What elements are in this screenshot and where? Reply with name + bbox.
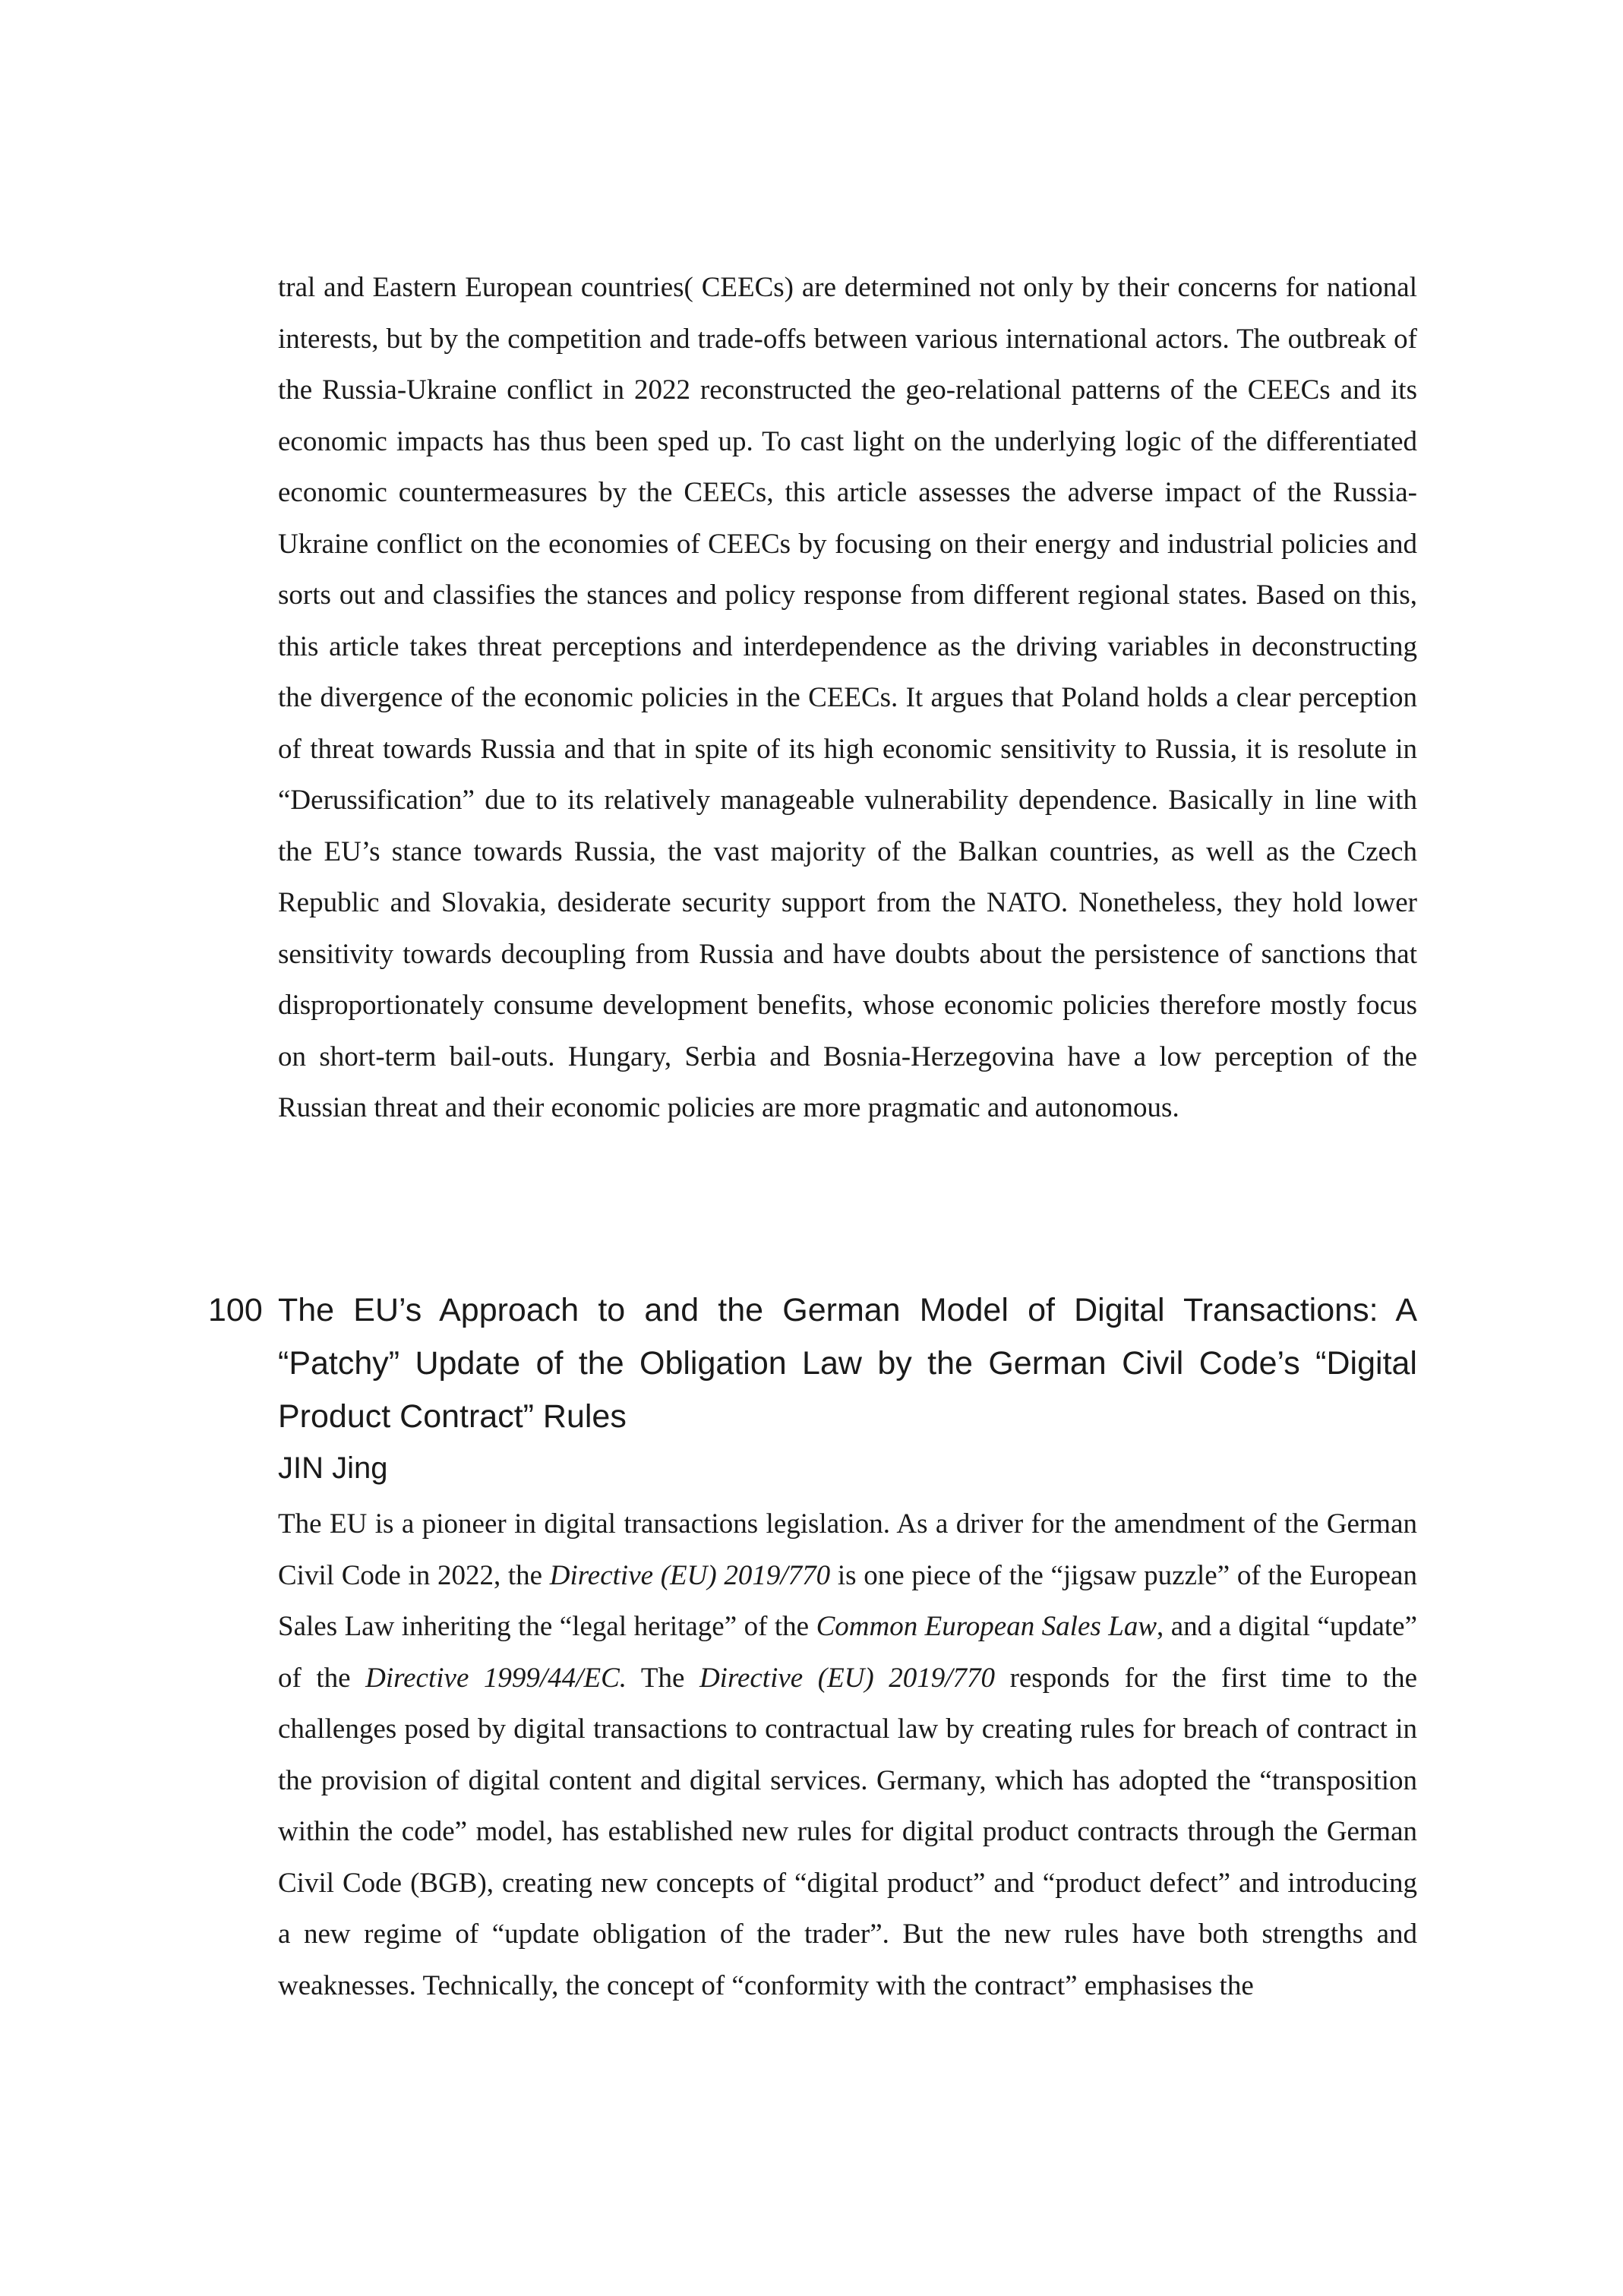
entry-number: 100	[208, 1292, 263, 1328]
continued-abstract: tral and Eastern European countries( CEECs) are determined not only by their concerns for national interests, but by the competition and trade-offs between various international actors. The outbreak of the Russia-Ukraine conflict in 2022 reconstructed the geo-relational patterns of the CEECs and its economic impacts has thus been sped up. To cast light on the underlying logic of the differentiated economic countermeasures by the CEECs, this article assesses the adverse impact of the Russia-Ukraine conflict on the economies of CEECs by focusing on their energy and industrial policies and sorts out and classifies the stances and policy response from different regional states. Based on this, this article takes threat perceptions and interdependence as the driving variables in deconstructing the divergence of the economic policies in the CEECs. It argues that Poland holds a clear perception of threat towards Russia and that in spite of its high economic sensitivity to Russia, it is resolute in “Derussification” due to its relatively manageable vulnerability dependence. Basically in line with the EU’s stance towards Russia, the vast majority of the Balkan countries, as well as the Czech Republic and Slovakia, desiderate security support from the NATO. Nonetheless, they hold lower sensitivity towards decoupling from Russia and have doubts about the persistence of sanctions that disproportionately consume development benefits, whose economic policies therefore mostly focus on short-term bail-outs. Hungary, Serbia and Bosnia-Herzegovina have a low perception of the Russian threat and their economic policies are more pragmatic and autonomous.	[278, 272, 1417, 1123]
directive-citation: Directive (EU) 2019/770	[549, 1559, 831, 1591]
directive-citation: Directive (EU) 2019/770	[699, 1662, 996, 1694]
abstract-text: responds for the first time to the challenges posed by digital transactions to contractual law by creating rules for breach of contract in the provision of digital content and digital services. Germany, which has adopted the “transposition within the code” model, has established new rules for digital product contracts through the German Civil Code (BGB), creating new concepts of “digital product” and “product defect” and introducing a new regime of “update obligation of the trader”. But the new rules have both strengths and weaknesses. Technically, the concept of “conformity with the contract” emphasises the	[278, 1662, 1417, 2001]
entry-title: The EU’s Approach to and the German Model of Digital Transactions: A “Patchy” Update of the Obligation Law by the German Civil Code’s “Digital Product Contract” Rules	[278, 1292, 1417, 1435]
abstract-text: The EU is a pioneer in digital transactions legislation. As a driver for the amendment of the German Civil Code in 2022, the	[278, 1508, 1417, 1591]
abstract-text: is one piece of the “jigsaw puzzle” of the European Sales Law inheriting the “legal heritage” of the	[278, 1559, 1417, 1642]
abstract-text: The	[627, 1662, 699, 1694]
directive-citation: Directive 1999/44/EC.	[365, 1662, 627, 1694]
law-citation: Common European Sales Law	[816, 1611, 1157, 1642]
entry-abstract	[278, 1499, 1417, 2011]
abstract-text: , and a digital “update” of the	[278, 1611, 1417, 1694]
entry-author: JIN Jing	[278, 1451, 388, 1485]
